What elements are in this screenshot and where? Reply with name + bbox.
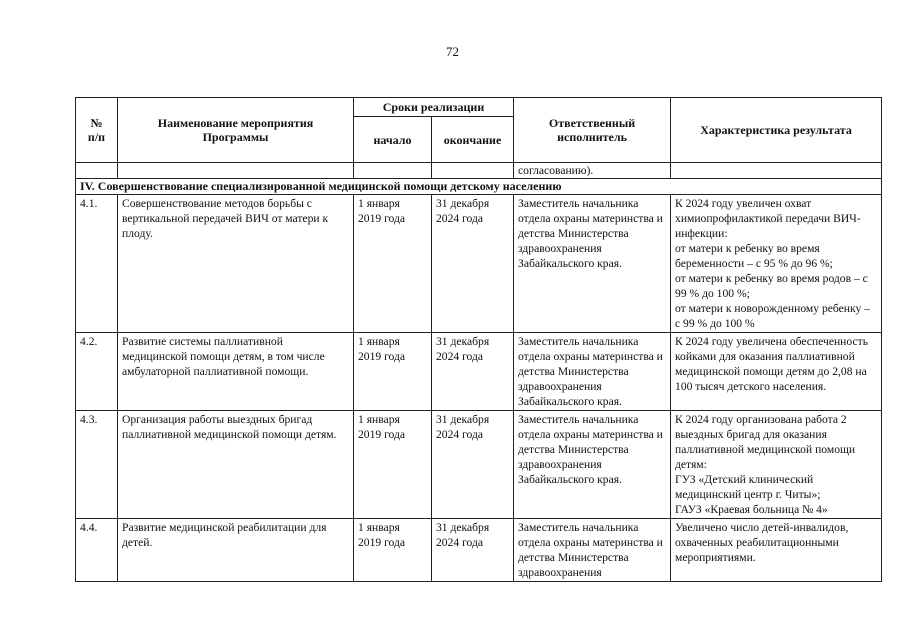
header-start: начало <box>354 117 432 163</box>
row-measure: Развитие системы паллиативной медицинской помощи детям, в том числе амбулаторной паллиативной помощи. <box>118 333 354 411</box>
header-responsible: Ответственный исполнитель <box>514 98 671 163</box>
header-measure-name: Наименование мероприятия Программы <box>118 98 354 163</box>
table-row <box>76 519 882 582</box>
row-responsible: Заместитель начальника отдела охраны материнства и детства Министерства здравоохранения Забайкальского края. <box>514 333 671 411</box>
table-row <box>76 195 882 333</box>
row-number: 4.2. <box>76 333 118 411</box>
row-start-date: 1 января 2019 года <box>354 411 432 519</box>
row-end-date: 31 декабря 2024 года <box>432 195 514 333</box>
row-start-date: 1 января 2019 года <box>354 333 432 411</box>
page-number: 72 <box>446 44 459 59</box>
header-row <box>76 98 882 117</box>
row-end-date: 31 декабря 2024 года <box>432 411 514 519</box>
row-result: К 2024 году организована работа 2 выездных бригад для оказания паллиативной медицинской помощи детям: ГУЗ «Детский клинический медицинский центр г. Читы»; ГАУЗ «Краевая больница № 4» <box>671 411 882 519</box>
row-start-date: 1 января 2019 года <box>354 519 432 582</box>
row-responsible: Заместитель начальника отдела охраны материнства и детства Министерства здравоохранения Забайкальского края. <box>514 195 671 333</box>
row-end-date: 31 декабря 2024 года <box>432 333 514 411</box>
row-responsible: Заместитель начальника отдела охраны материнства и детства Министерства здравоохранения <box>514 519 671 582</box>
table-row <box>76 333 882 411</box>
row-start-date: 1 января 2019 года <box>354 195 432 333</box>
header-timing: Сроки реализации <box>354 98 514 117</box>
row-number: 4.4. <box>76 519 118 582</box>
row-number: 4.1. <box>76 195 118 333</box>
program-measures-table <box>75 97 882 582</box>
header-number: № п/п <box>76 98 118 163</box>
section-row <box>76 179 882 195</box>
row-number: 4.3. <box>76 411 118 519</box>
continuation-row <box>76 163 882 179</box>
row-measure: Организация работы выездных бригад паллиативной медицинской помощи детям. <box>118 411 354 519</box>
row-measure: Совершенствование методов борьбы с вертикальной передачей ВИЧ от матери к плоду. <box>118 195 354 333</box>
section-title: IV. Совершенствование специализированной медицинской помощи детскому населению <box>76 179 882 195</box>
continuation-text: согласованию). <box>514 163 671 179</box>
header-end: окончание <box>432 117 514 163</box>
row-result: К 2024 году увеличена обеспеченность койками для оказания паллиативной медицинской помощи детям до 2,08 на 100 тысяч детского населения. <box>671 333 882 411</box>
header-result: Характеристика результата <box>671 98 882 163</box>
row-responsible: Заместитель начальника отдела охраны материнства и детства Министерства здравоохранения Забайкальского края. <box>514 411 671 519</box>
row-result: К 2024 году увеличен охват химиопрофилактикой передачи ВИЧ-инфекции: от матери к ребенку во время беременности – с 95 % до 96 %; от матери к ребенку во время родов – с 99 % до 100 %; от матери к новорожденному ребенку – с 99 % до 100 % <box>671 195 882 333</box>
row-result: Увеличено число детей-инвалидов, охваченных реабилитационными мероприятиями. <box>671 519 882 582</box>
table-row <box>76 411 882 519</box>
row-measure: Развитие медицинской реабилитации для детей. <box>118 519 354 582</box>
row-end-date: 31 декабря 2024 года <box>432 519 514 582</box>
